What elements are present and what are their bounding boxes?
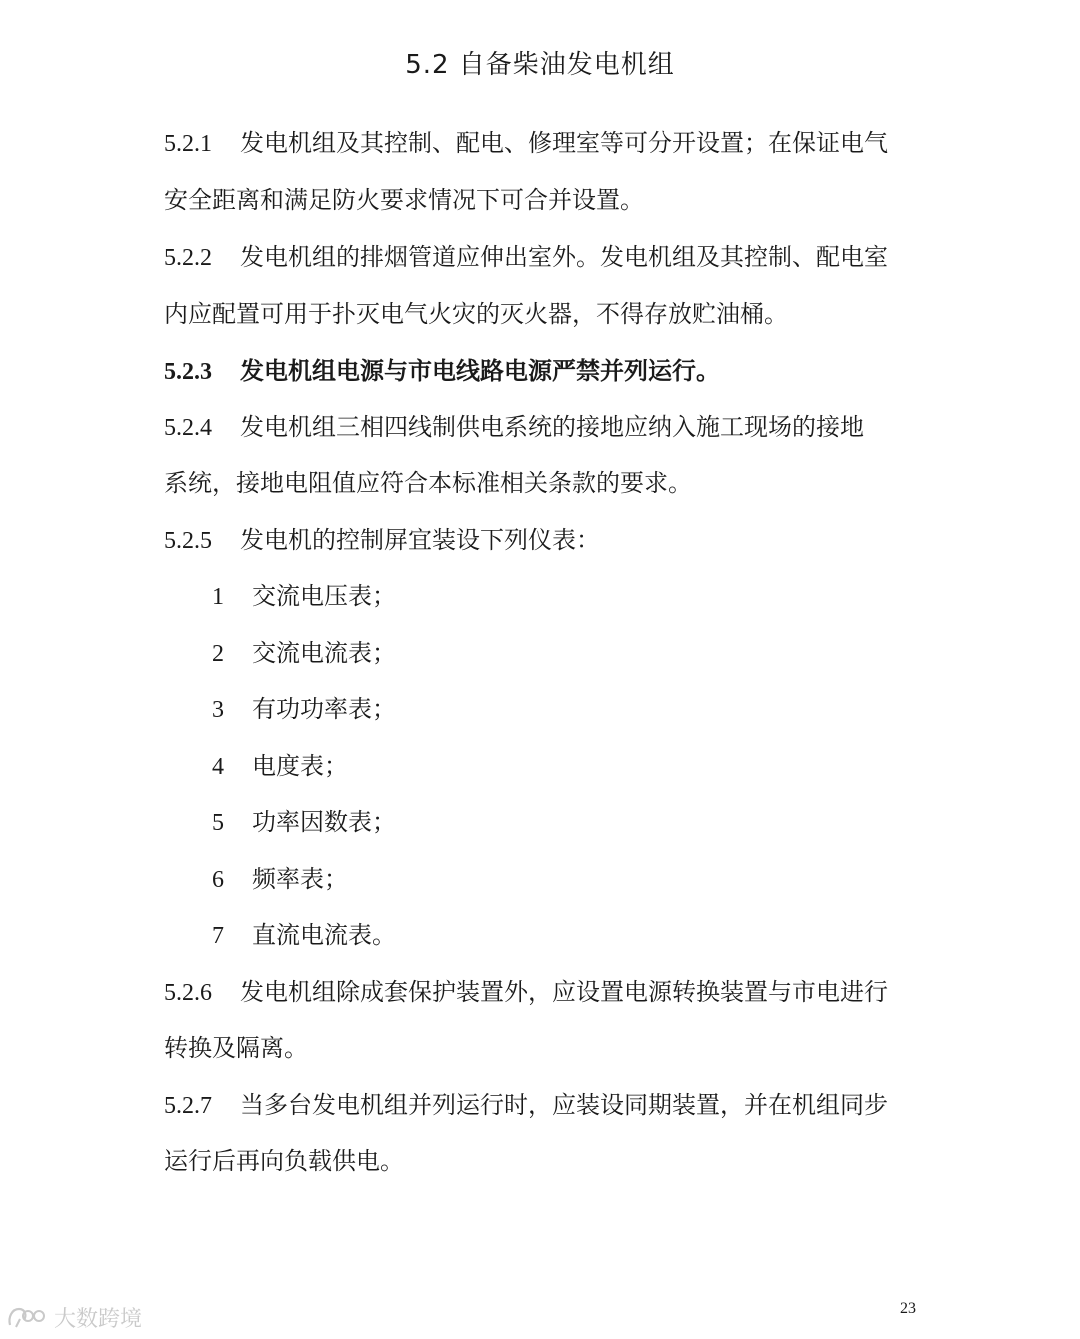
list-item xyxy=(212,681,396,739)
clause-text: 发电机组三相四线制供电系统的接地应纳入施工现场的接地 xyxy=(240,413,864,441)
list-text: 直流电流表。 xyxy=(252,921,396,949)
clause-5-2-7-continuation xyxy=(164,1133,924,1190)
clause-5-2-6 xyxy=(164,964,924,1022)
clause-5-2-6-continuation xyxy=(164,1020,924,1077)
clause-number: 5.2.2 xyxy=(164,245,212,271)
list-item xyxy=(212,794,396,852)
list-index: 1 xyxy=(212,584,224,610)
list-item xyxy=(212,625,396,683)
list-index: 5 xyxy=(212,810,224,836)
list-text: 有功功率表； xyxy=(252,695,396,723)
clause-text: 发电机的控制屏宜装设下列仪表： xyxy=(240,526,600,554)
clause-text: 当多台发电机组并列运行时，应装设同期装置，并在机组同步 xyxy=(240,1091,888,1119)
list-index: 6 xyxy=(212,867,224,893)
clause-5-2-2 xyxy=(164,229,924,287)
clause-5-2-1-continuation xyxy=(164,172,924,229)
clause-text-continuation: 内应配置可用于扑灭电气火灾的灭火器，不得存放贮油桶。 xyxy=(164,300,788,328)
clause-number: 5.2.7 xyxy=(164,1093,212,1119)
section-title: 5.2 自备柴油发电机组 xyxy=(405,50,675,80)
clause-5-2-4-continuation xyxy=(164,455,924,512)
clause-text-continuation: 系统，接地电阻值应符合本标准相关条款的要求。 xyxy=(164,469,692,497)
list-index: 3 xyxy=(212,697,224,723)
clause-5-2-1 xyxy=(164,115,924,173)
clause-text: 发电机组及其控制、配电、修理室等可分开设置；在保证电气 xyxy=(240,129,888,157)
clause-5-2-4 xyxy=(164,399,924,457)
clause-text-continuation: 转换及隔离。 xyxy=(164,1034,308,1062)
watermark xyxy=(6,1302,142,1333)
list-item xyxy=(212,851,348,909)
clause-number: 5.2.5 xyxy=(164,528,212,554)
clause-number: 5.2.1 xyxy=(164,131,212,157)
list-text: 交流电压表； xyxy=(252,582,396,610)
list-item xyxy=(212,738,348,796)
clause-number: 5.2.4 xyxy=(164,415,212,441)
clause-text: 发电机组的排烟管道应伸出室外。发电机组及其控制、配电室 xyxy=(240,243,888,271)
clause-text-continuation: 安全距离和满足防火要求情况下可合并设置。 xyxy=(164,186,644,214)
clause-text-continuation: 运行后再向负载供电。 xyxy=(164,1147,404,1175)
clause-number: 5.2.3 xyxy=(164,359,212,385)
list-text: 频率表； xyxy=(252,865,348,893)
clause-text: 发电机组除成套保护装置外，应设置电源转换装置与市电进行 xyxy=(240,978,888,1006)
list-index: 7 xyxy=(212,923,224,949)
list-index: 2 xyxy=(212,641,224,667)
list-text: 功率因数表； xyxy=(252,808,396,836)
clause-5-2-3 xyxy=(164,342,924,401)
list-item xyxy=(212,568,396,626)
clause-5-2-5 xyxy=(164,512,924,570)
list-text: 电度表； xyxy=(252,752,348,780)
list-item xyxy=(212,907,396,965)
clause-5-2-7 xyxy=(164,1077,924,1135)
clause-number: 5.2.6 xyxy=(164,980,212,1006)
watermark-text: 大数跨境 xyxy=(54,1307,143,1332)
list-text: 交流电流表； xyxy=(252,639,396,667)
brand-logo-icon xyxy=(6,1303,48,1333)
list-index: 4 xyxy=(212,754,224,780)
clause-text: 发电机组电源与市电线路电源严禁并列运行。 xyxy=(240,356,720,385)
clause-5-2-2-continuation xyxy=(164,286,924,343)
page-number: 23 xyxy=(900,1300,916,1317)
